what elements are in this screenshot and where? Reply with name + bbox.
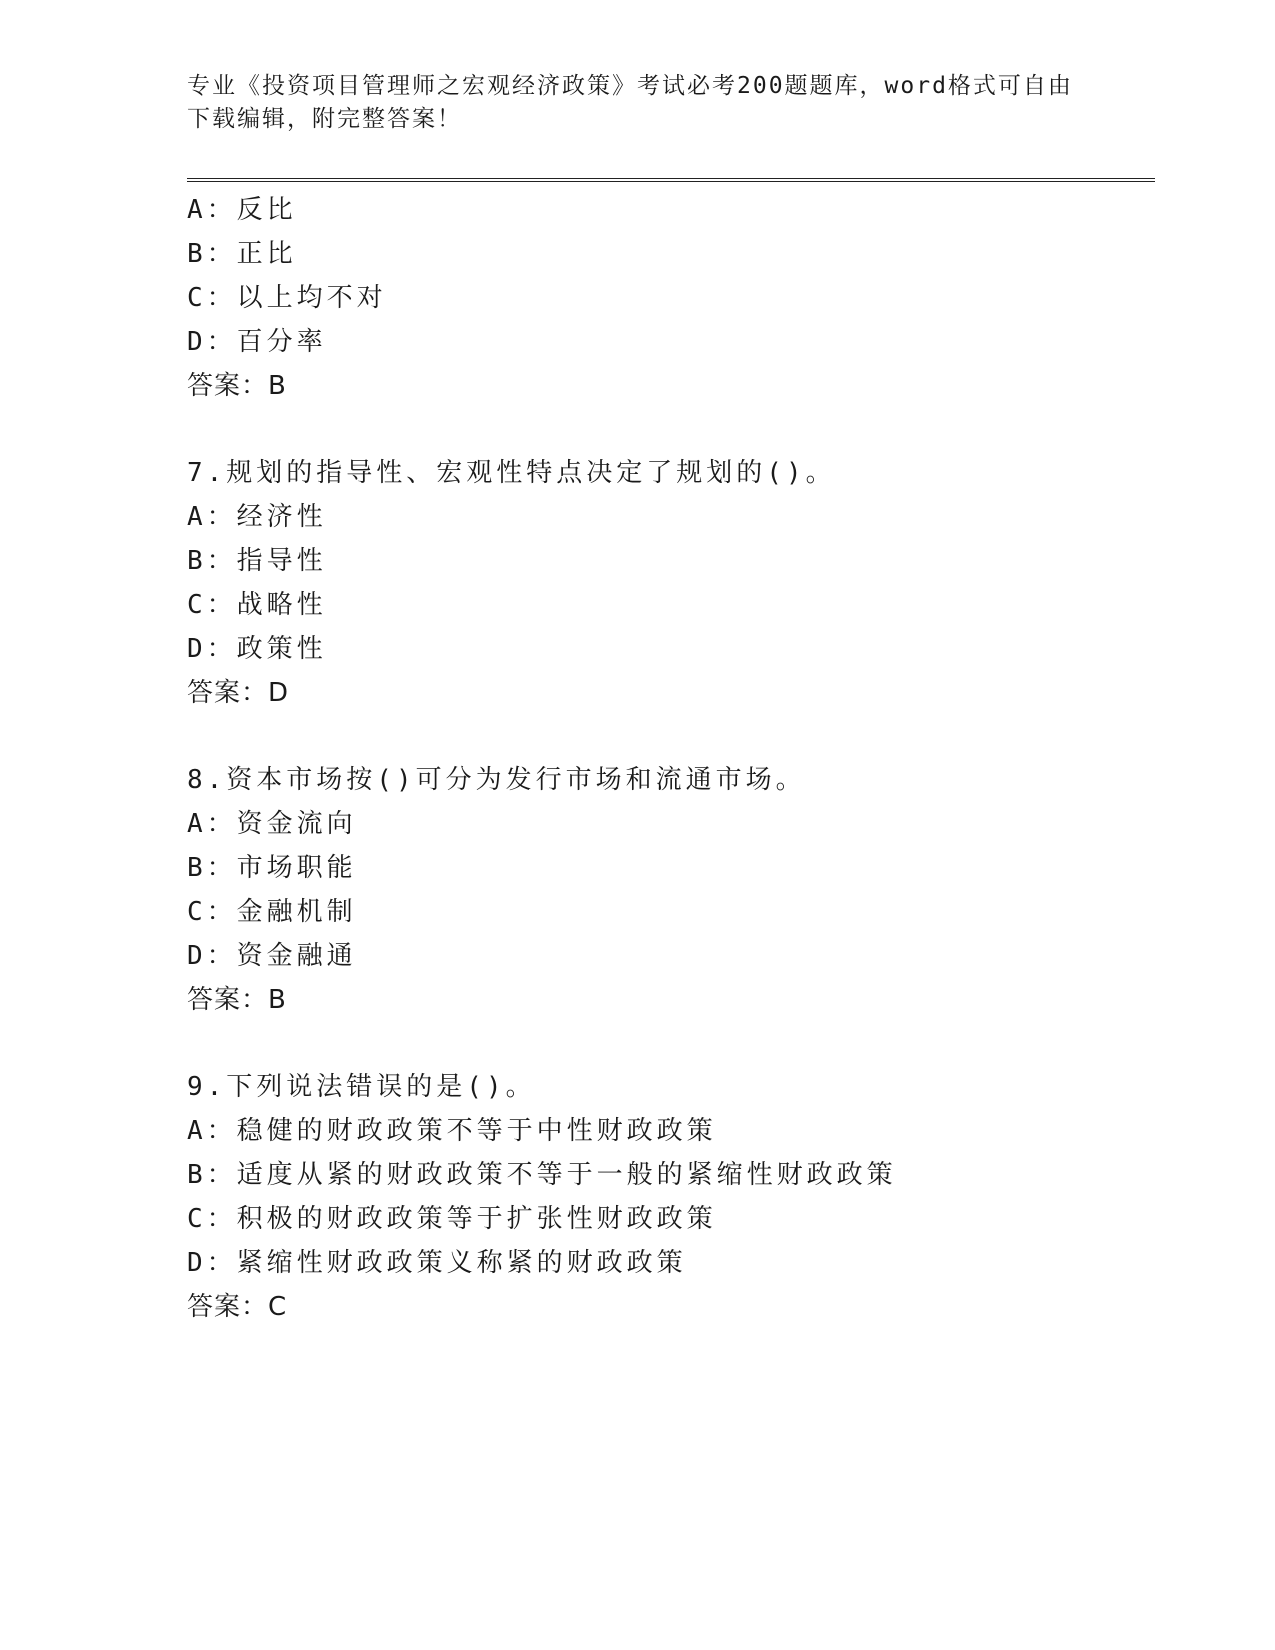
q7-question: 7.规划的指导性、宏观性特点决定了规划的()。	[187, 458, 836, 488]
q6-option-a: A：反比	[187, 195, 297, 225]
q8-option-d: D：资金融通	[187, 941, 357, 971]
q8-answer: 答案：B	[187, 985, 287, 1015]
q8-option-c: C：金融机制	[187, 897, 357, 927]
q7-answer: 答案：D	[187, 678, 290, 708]
q8-option-a: A：资金流向	[187, 809, 357, 839]
q6-answer: 答案：B	[187, 371, 287, 401]
q9-option-a: A：稳健的财政政策不等于中性财政政策	[187, 1116, 717, 1146]
q7-option-d: D：政策性	[187, 634, 327, 664]
q9-option-b: B：适度从紧的财政政策不等于一般的紧缩性财政政策	[187, 1160, 897, 1190]
q9-option-c: C：积极的财政政策等于扩张性财政政策	[187, 1204, 717, 1234]
q6-option-b: B：正比	[187, 239, 297, 269]
q8-question: 8.资本市场按()可分为发行市场和流通市场。	[187, 765, 806, 795]
q9-answer: 答案：C	[187, 1292, 288, 1322]
q6-option-d: D：百分率	[187, 327, 327, 357]
q6-option-c: C：以上均不对	[187, 283, 387, 313]
document-header: 专业《投资项目管理师之宏观经济政策》考试必考200题题库，word格式可自由下载编辑，附完整答案！	[187, 73, 1073, 132]
q9-question: 9.下列说法错误的是()。	[187, 1072, 536, 1102]
q7-option-a: A：经济性	[187, 502, 327, 532]
q7-option-b: B：指导性	[187, 546, 327, 576]
header-divider	[187, 178, 1155, 182]
q9-option-d: D：紧缩性财政政策义称紧的财政政策	[187, 1248, 687, 1278]
q8-option-b: B：市场职能	[187, 853, 357, 883]
q7-option-c: C：战略性	[187, 590, 327, 620]
